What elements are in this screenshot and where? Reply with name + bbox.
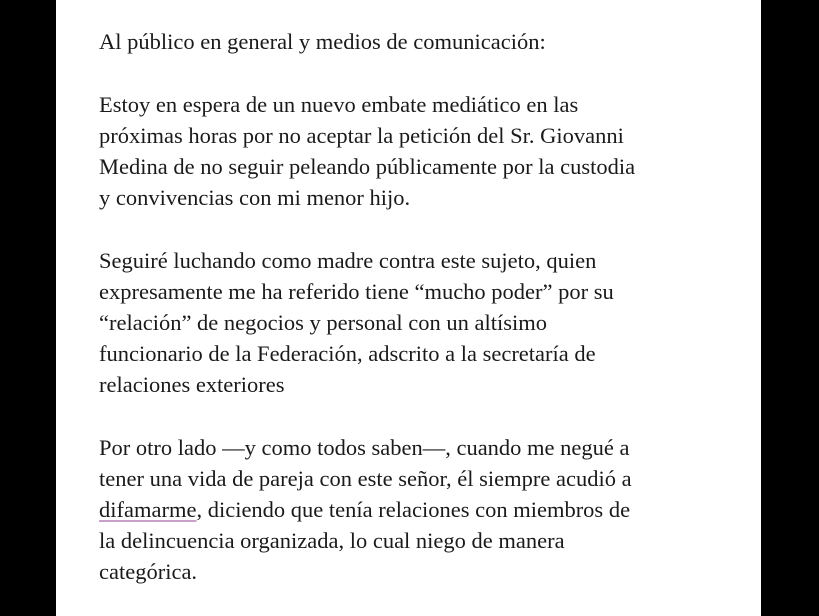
paragraph-2-line-5: relaciones exteriores	[99, 372, 285, 397]
paragraph-3	[99, 432, 719, 587]
paragraph-3-line-4: la delincuencia organizada, lo cual niego de manera	[99, 528, 565, 553]
paragraph-3-line-3	[99, 494, 719, 525]
paragraph-1	[99, 89, 719, 213]
paragraph-3-line-5: categórica.	[99, 559, 198, 584]
paragraph-3-line-1: Por otro lado —y como todos saben—, cuando me negué a	[99, 435, 630, 460]
paragraph-1-line-1: Estoy en espera de un nuevo embate mediático en las	[99, 92, 579, 117]
paragraph-1-line-4: y convivencias con mi menor hijo.	[99, 185, 411, 210]
paragraph-2-line-1: Seguiré luchando como madre contra este sujeto, quien	[99, 248, 597, 273]
paragraph-3-line-3-rest: , diciendo que tenía relaciones con miembros de	[196, 497, 631, 522]
letter-salutation: Al público en general y medios de comunicación:	[99, 29, 546, 54]
paragraph-2-line-2: expresamente me ha referido tiene “mucho poder” por su	[99, 279, 614, 304]
paragraph-3-line-2: tener una vida de pareja con este señor, él siempre acudió a	[99, 466, 632, 491]
paragraph-2	[99, 245, 719, 400]
paragraph-2-line-3: “relación” de negocios y personal con un altísimo	[99, 310, 547, 335]
underlined-word: difamarme	[99, 497, 197, 522]
paragraph-2-line-4: funcionario de la Federación, adscrito a la secretaría de	[99, 341, 596, 366]
paragraph-1-line-2: próximas horas por no aceptar la petición del Sr. Giovanni	[99, 123, 624, 148]
document-page	[56, 0, 761, 616]
letter-body	[99, 26, 719, 587]
paragraph-1-line-3: Medina de no seguir peleando públicamente por la custodia	[99, 154, 636, 179]
